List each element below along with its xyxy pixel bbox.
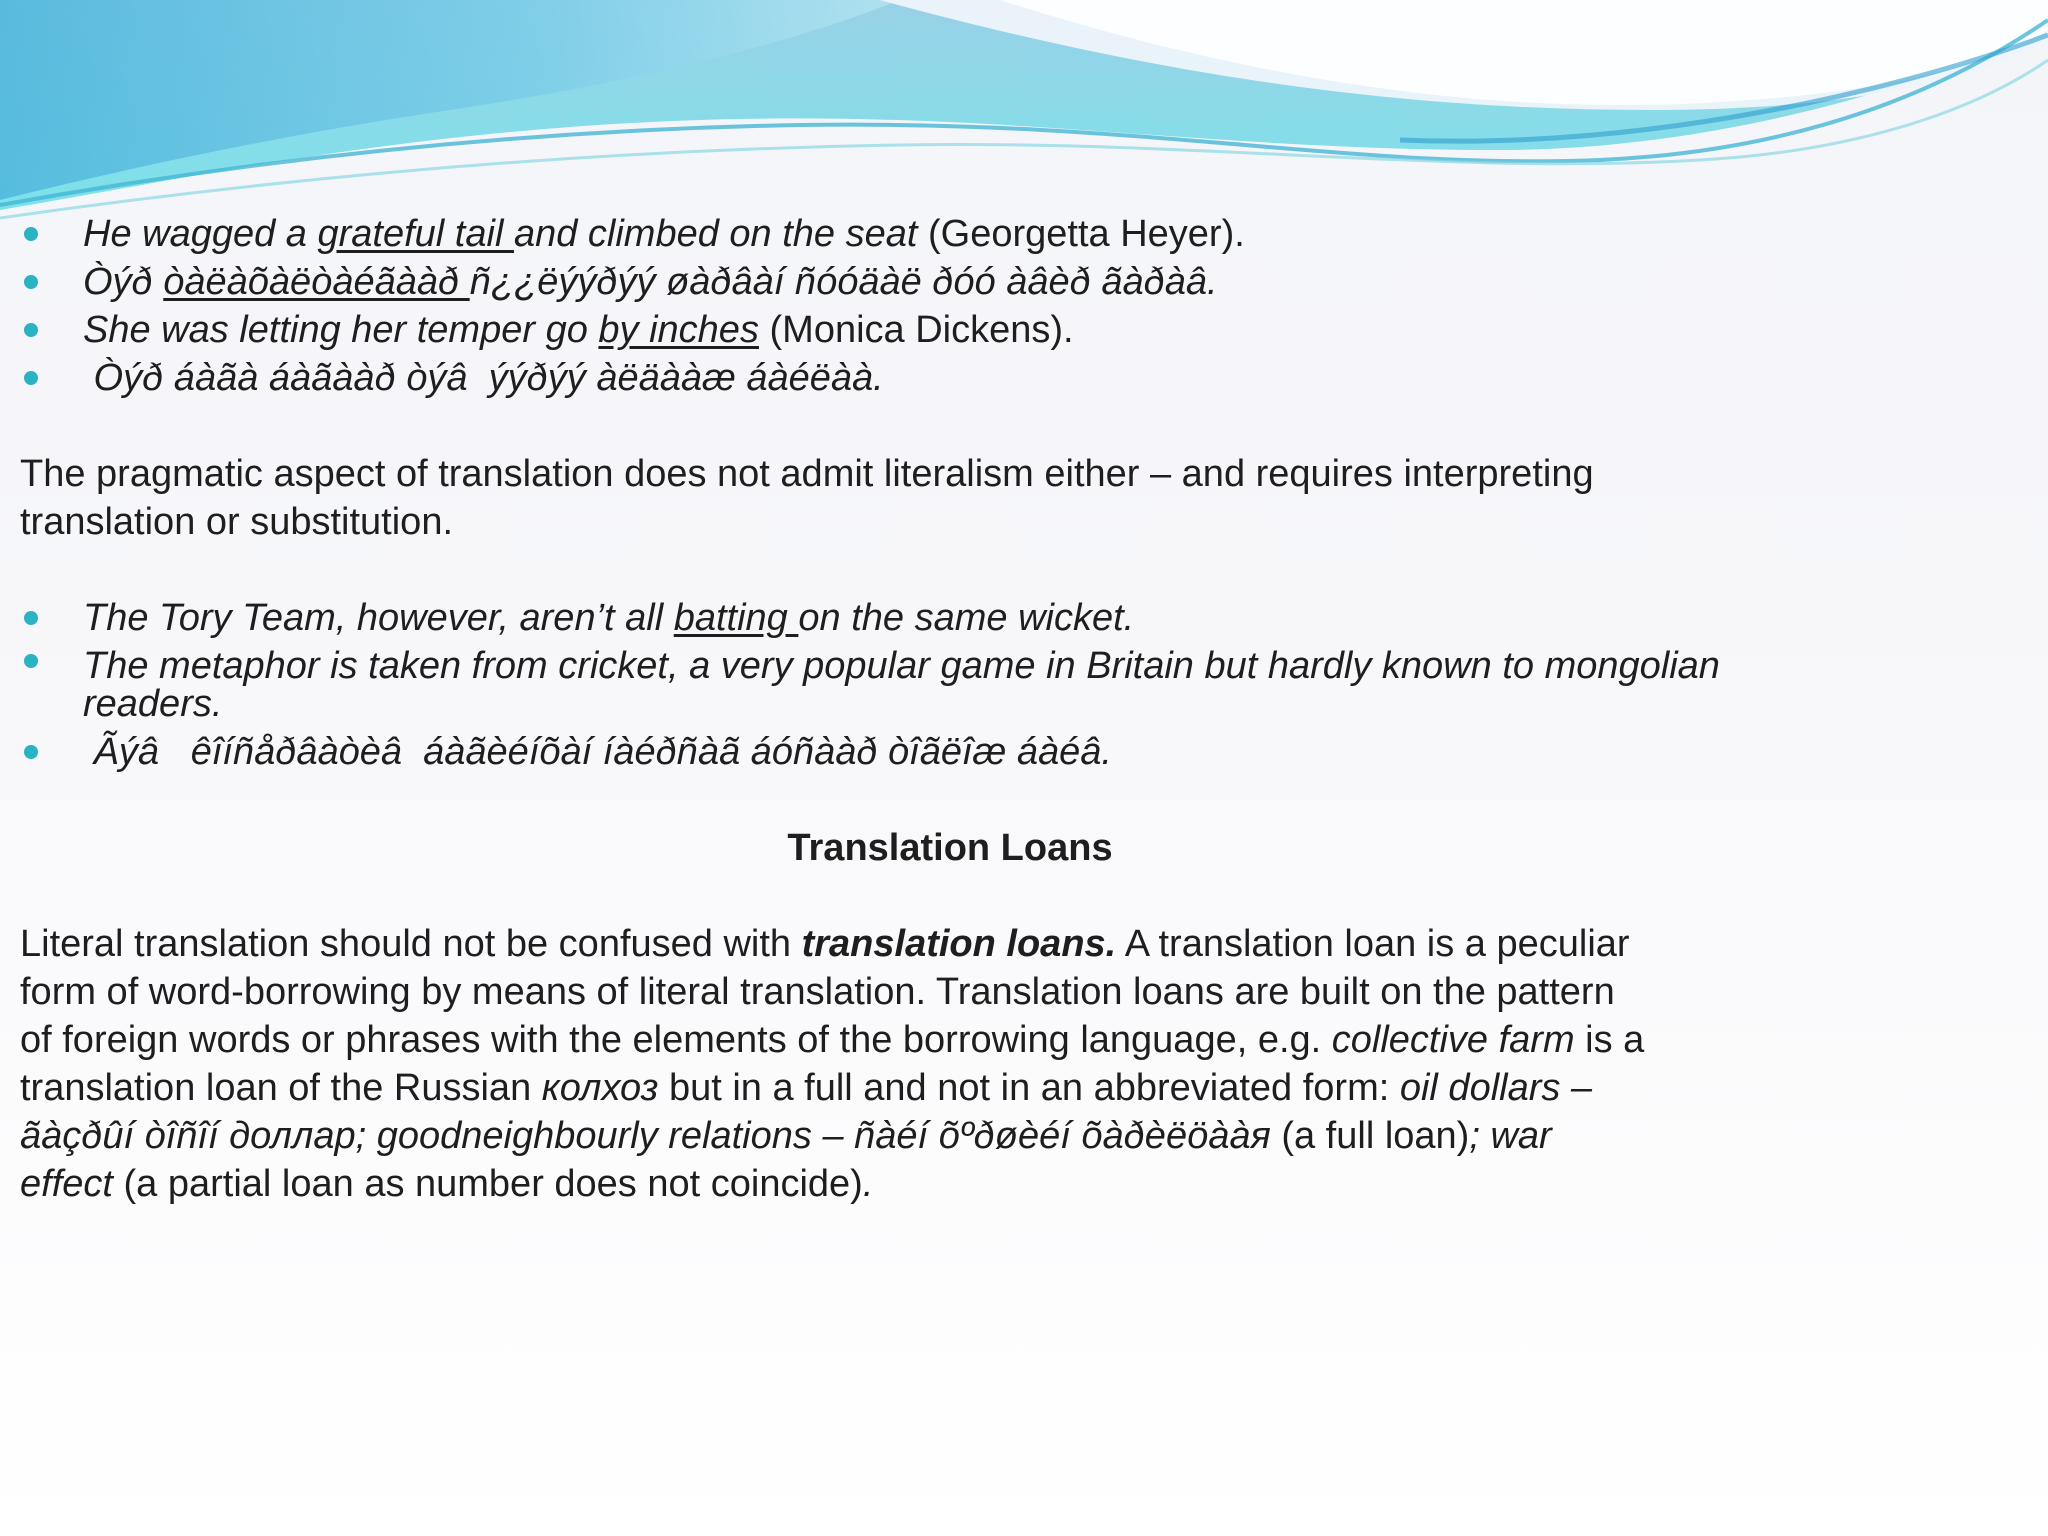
bullet-icon: [24, 654, 38, 668]
paragraph-text: translation loan of the Russian: [20, 1067, 542, 1109]
paragraph-text: but in a full and not in an abbreviated form:: [658, 1067, 1400, 1109]
paragraph-text: (a partial loan as number does not coincide): [112, 1163, 863, 1205]
example-list-2: [20, 594, 2000, 776]
underlined-phrase: batting: [673, 597, 799, 639]
example-term: ; war: [1469, 1115, 1552, 1157]
example-term: oil dollars –: [1399, 1067, 1593, 1109]
paragraph-line: The pragmatic aspect of translation does not admit literalism either – and requires interpreting: [20, 453, 1594, 495]
underlined-phrase: òàëàõàëòàéãààð: [163, 261, 470, 303]
paragraph-line: translation or substitution.: [20, 501, 454, 543]
slide-content: [20, 210, 2000, 1208]
key-term: translation loans.: [801, 923, 1117, 965]
example-text: Ãýâ êîíñåðâàòèâ áàãèéíõàí íàéðñàã áóñààð òîãëîæ áàéâ.: [83, 731, 1112, 773]
example-text: on the same wicket.: [798, 597, 1135, 639]
example-text: Òýð áàãà áàãààð òýâ ýýðýý àëäààæ áàéëàà.: [83, 357, 884, 399]
bullet-icon: [24, 611, 38, 625]
list-item: [20, 258, 2000, 306]
list-item: [20, 728, 2000, 776]
pragmatic-paragraph: [20, 450, 2000, 546]
bullet-icon: [24, 275, 38, 289]
translation-loans-paragraph: [20, 920, 2000, 1208]
example-term: collective farm: [1331, 1019, 1575, 1061]
paragraph-text: is a: [1574, 1019, 1645, 1061]
example-text: Òýð: [83, 261, 164, 303]
example-text: He wagged a: [83, 213, 318, 255]
source-citation: (Georgetta Heyer).: [917, 213, 1245, 255]
example-text: The metaphor is taken from cricket, a very popular game in Britain but hardly known to mongolian: [83, 645, 1720, 687]
paragraph-text: .: [862, 1163, 874, 1205]
paragraph-text: Literal translation should not be confused with: [20, 923, 802, 965]
bullet-icon: [24, 371, 38, 385]
list-item: [20, 642, 2000, 728]
list-item: [20, 354, 2000, 402]
paragraph-text: A translation loan is a peculiar: [1116, 923, 1630, 965]
underlined-phrase: by inches: [598, 309, 759, 351]
underlined-phrase: grateful tail: [317, 213, 514, 255]
example-term: ãàçðûí òîñîí доллар; goodneighbourly relations – ñàéí õºðøèéí õàðèëöààя: [20, 1115, 1271, 1157]
example-term: effect: [20, 1163, 113, 1205]
example-text: The Tory Team, however, aren’t all: [83, 597, 674, 639]
wave-banner: [0, 0, 2048, 240]
list-item: [20, 306, 2000, 354]
list-item: [20, 210, 2000, 258]
example-text: ñ¿¿ëýýðýý øàðâàí ñóóäàë ðóó àâèð ãàðàâ.: [469, 261, 1218, 303]
paragraph-text: (a full loan): [1270, 1115, 1470, 1157]
example-text: and climbed on the seat: [513, 213, 918, 255]
example-text: readers.: [83, 683, 223, 725]
bullet-icon: [24, 323, 38, 337]
paragraph-text: form of word-borrowing by means of literal translation. Translation loans are built on the pattern: [20, 971, 1615, 1013]
bullet-icon: [24, 745, 38, 759]
paragraph-text: of foreign words or phrases with the elements of the borrowing language, e.g.: [20, 1019, 1332, 1061]
list-item: [20, 594, 2000, 642]
example-list-1: [20, 210, 2000, 402]
section-heading: Translation Loans: [787, 827, 1113, 869]
example-text: She was letting her temper go: [83, 309, 599, 351]
example-term: колхоз: [541, 1067, 659, 1109]
source-citation: (Monica Dickens).: [758, 309, 1074, 351]
bullet-icon: [24, 227, 38, 241]
